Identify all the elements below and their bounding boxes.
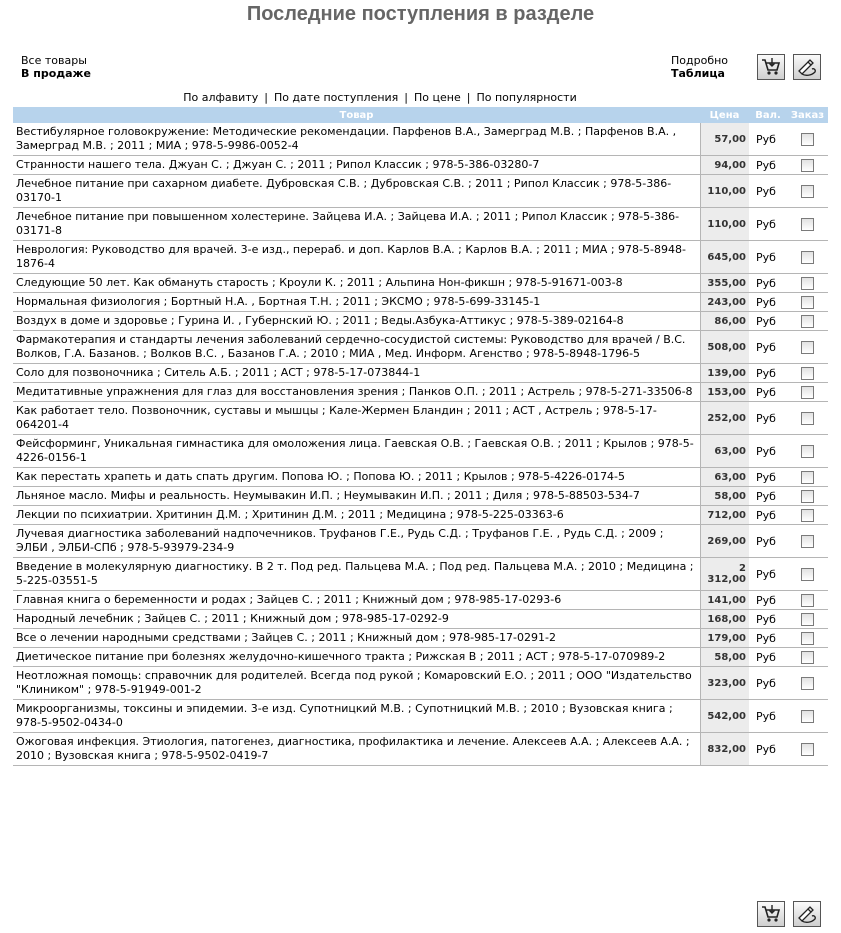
order-checkbox[interactable] — [801, 445, 814, 458]
order-cell — [787, 364, 828, 383]
item-title[interactable]: Введение в молекулярную диагностику. В 2 т. Под ред. Пальцева М.А. ; Под ред. Пальцева М.А. ; 2010 ; Медицина ; 5-225-03551-5 — [13, 558, 700, 591]
order-form-button-top[interactable] — [793, 54, 821, 80]
order-cell — [787, 175, 828, 208]
item-price: 832,00 — [700, 733, 749, 766]
item-price: 63,00 — [700, 435, 749, 468]
item-price: 153,00 — [700, 383, 749, 402]
item-price: 355,00 — [700, 274, 749, 293]
order-checkbox[interactable] — [801, 632, 814, 645]
order-checkbox[interactable] — [801, 743, 814, 756]
order-cell — [787, 156, 828, 175]
order-cell — [787, 208, 828, 241]
item-title[interactable]: Неврология: Руководство для врачей. 3-е изд., перераб. и доп. Карлов В.А. ; Карлов В.А. ; 2011 ; МИА ; 978-5-8948-1876-4 — [13, 241, 700, 274]
table-row — [13, 274, 828, 293]
item-price: 141,00 — [700, 591, 749, 610]
item-price: 2 312,00 — [700, 558, 749, 591]
item-currency: Руб — [749, 208, 787, 241]
item-title[interactable]: Неотложная помощь: справочник для родителей. Всегда под рукой ; Комаровский Е.О. ; 2011 ; ООО "Издательство "Клиником" ; 978-5-91949-001-2 — [13, 667, 700, 700]
order-cell — [787, 648, 828, 667]
table-view-label: Таблица — [671, 67, 725, 80]
item-price: 712,00 — [700, 506, 749, 525]
page-title: Последние поступления в разделе — [246, 3, 595, 25]
order-checkbox[interactable] — [801, 386, 814, 399]
table-header-row — [13, 107, 828, 123]
order-checkbox[interactable] — [801, 490, 814, 503]
order-cell — [787, 700, 828, 733]
item-price: 168,00 — [700, 610, 749, 629]
table-row — [13, 525, 828, 558]
order-checkbox[interactable] — [801, 159, 814, 172]
item-currency: Руб — [749, 667, 787, 700]
item-price: 58,00 — [700, 648, 749, 667]
item-title[interactable]: Народный лечебник ; Зайцев С. ; 2011 ; Книжный дом ; 978-985-17-0292-9 — [13, 610, 700, 629]
view-switch — [671, 54, 728, 80]
order-checkbox[interactable] — [801, 471, 814, 484]
table-body — [13, 123, 828, 766]
order-checkbox[interactable] — [801, 185, 814, 198]
order-checkbox[interactable] — [801, 613, 814, 626]
order-checkbox[interactable] — [801, 677, 814, 690]
table-row — [13, 435, 828, 468]
order-cell — [787, 667, 828, 700]
item-price: 542,00 — [700, 700, 749, 733]
order-cell — [787, 331, 828, 364]
table-row — [13, 506, 828, 525]
detailed-view-link[interactable]: Подробно — [671, 54, 729, 67]
header-order: Заказ — [787, 107, 828, 123]
cart-icon — [760, 904, 782, 924]
item-title[interactable]: Лечебное питание при повышенном холестерине. Зайцева И.А. ; Зайцева И.А. ; 2011 ; Рипол Классик ; 978-5-386-03171-8 — [13, 208, 700, 241]
table-row — [13, 402, 828, 435]
item-price: 179,00 — [700, 629, 749, 648]
item-currency: Руб — [749, 558, 787, 591]
sort-bar — [0, 91, 760, 104]
add-to-cart-button-bottom[interactable] — [757, 901, 785, 927]
item-price: 110,00 — [700, 208, 749, 241]
order-cell — [787, 402, 828, 435]
table-row — [13, 156, 828, 175]
item-price: 269,00 — [700, 525, 749, 558]
table-row — [13, 733, 828, 766]
sort-date-link[interactable]: По дате поступления — [273, 91, 399, 104]
item-title[interactable]: Вестибулярное головокружение: Методические рекомендации. Парфенов В.А., Замерград М.В. ; Парфенов В.А. , Замерград М.В. ; 2011 ; МИА ; 978-5-9986-0052-4 — [13, 123, 700, 156]
order-checkbox[interactable] — [801, 296, 814, 309]
item-currency: Руб — [749, 364, 787, 383]
item-title[interactable]: Фейсформинг, Уникальная гимнастика для омоложения лица. Гаевская О.В. ; Гаевская О.В. ; 2011 ; Крылов ; 978-5-4226-0156-1 — [13, 435, 700, 468]
item-currency: Руб — [749, 435, 787, 468]
item-title[interactable]: Лекции по психиатрии. Хритинин Д.М. ; Хритинин Д.М. ; 2011 ; Медицина ; 978-5-225-03363-6 — [13, 506, 700, 525]
item-currency: Руб — [749, 402, 787, 435]
item-title[interactable]: Главная книга о беременности и родах ; Зайцев С. ; 2011 ; Книжный дом ; 978-985-17-0293-6 — [13, 591, 700, 610]
order-cell — [787, 610, 828, 629]
table-row — [13, 312, 828, 331]
table-row — [13, 364, 828, 383]
table-row — [13, 331, 828, 364]
item-price: 508,00 — [700, 331, 749, 364]
item-title[interactable]: Диетическое питание при болезнях желудочно-кишечного тракта ; Рижская В ; 2011 ; АСТ ; 978-5-17-070989-2 — [13, 648, 700, 667]
item-currency: Руб — [749, 610, 787, 629]
sort-price-link[interactable]: По цене — [414, 91, 461, 104]
table-row — [13, 610, 828, 629]
order-checkbox[interactable] — [801, 568, 814, 581]
item-currency: Руб — [749, 156, 787, 175]
item-price: 63,00 — [700, 468, 749, 487]
item-currency: Руб — [749, 123, 787, 156]
item-title[interactable]: Фармакотерапия и стандарты лечения заболеваний сердечно-сосудистой системы: Руководство для врачей / В.С. Волков, Г.А. Базанов. ; Волков В.С. , Базанов Г.А. ; 2010 ; МИА , Мед. Информ. Агенство ; 978-5-8948-1796-5 — [13, 331, 700, 364]
table-row — [13, 208, 828, 241]
hand-write-icon — [796, 57, 818, 77]
order-cell — [787, 123, 828, 156]
item-title[interactable]: Нормальная физиология ; Бортный Н.А. , Бортная Т.Н. ; 2011 ; ЭКСМО ; 978-5-699-33145-1 — [13, 293, 700, 312]
order-cell — [787, 468, 828, 487]
order-cell — [787, 293, 828, 312]
item-currency: Руб — [749, 487, 787, 506]
item-title[interactable]: Как работает тело. Позвоночник, суставы и мышцы ; Кале-Жермен Бландин ; 2011 ; АСТ , Астрель ; 978-5-17-064201-4 — [13, 402, 700, 435]
item-title[interactable]: Странности нашего тела. Джуан С. ; Джуан С. ; 2011 ; Рипол Классик ; 978-5-386-03280-7 — [13, 156, 700, 175]
order-checkbox[interactable] — [801, 251, 814, 264]
item-price: 645,00 — [700, 241, 749, 274]
table-row — [13, 241, 828, 274]
item-title[interactable]: Следующие 50 лет. Как обмануть старость ; Кроули К. ; 2011 ; Альпина Нон-фикшн ; 978-5-91671-003-8 — [13, 274, 700, 293]
order-checkbox[interactable] — [801, 710, 814, 723]
order-checkbox[interactable] — [801, 367, 814, 380]
order-cell — [787, 558, 828, 591]
item-title[interactable]: Ожоговая инфекция. Этиология, патогенез, диагностика, профилактика и лечение. Алексеев А.А. ; Алексеев А.А. ; 2010 ; Вузовская книга ; 978-5-9502-0419-7 — [13, 733, 700, 766]
table-row — [13, 700, 828, 733]
order-cell — [787, 591, 828, 610]
order-checkbox[interactable] — [801, 594, 814, 607]
order-checkbox[interactable] — [801, 133, 814, 146]
order-checkbox[interactable] — [801, 218, 814, 231]
order-cell — [787, 525, 828, 558]
table-row — [13, 487, 828, 506]
item-currency: Руб — [749, 700, 787, 733]
table-row — [13, 123, 828, 156]
item-price: 58,00 — [700, 487, 749, 506]
products-table-wrap — [13, 107, 828, 766]
table-row — [13, 468, 828, 487]
item-title[interactable]: Как перестать храпеть и дать спать другим. Попова Ю. ; Попова Ю. ; 2011 ; Крылов ; 978-5-4226-0174-5 — [13, 468, 700, 487]
sort-popularity-link[interactable]: По популярности — [476, 91, 577, 104]
item-title[interactable]: Медитативные упражнения для глаз для восстановления зрения ; Панков О.П. ; 2011 ; Астрель ; 978-5-271-33506-8 — [13, 383, 700, 402]
item-title[interactable]: Лечебное питание при сахарном диабете. Дубровская С.В. ; Дубровская С.В. ; 2011 ; Рипол Классик ; 978-5-386-03170-1 — [13, 175, 700, 208]
item-currency: Руб — [749, 468, 787, 487]
all-goods-link[interactable]: Все товары — [21, 54, 87, 67]
item-price: 139,00 — [700, 364, 749, 383]
order-checkbox[interactable] — [801, 535, 814, 548]
item-price: 57,00 — [700, 123, 749, 156]
header-currency: Вал. — [749, 107, 787, 123]
item-currency: Руб — [749, 629, 787, 648]
item-title[interactable]: Микроорганизмы, токсины и эпидемии. 3-е изд. Супотницкий М.В. ; Супотницкий М.В. ; 2010 ; Вузовская книга ; 978-5-9502-0434-0 — [13, 700, 700, 733]
order-cell — [787, 487, 828, 506]
table-row — [13, 629, 828, 648]
order-checkbox[interactable] — [801, 509, 814, 522]
table-row — [13, 175, 828, 208]
item-currency: Руб — [749, 383, 787, 402]
hand-write-icon — [796, 904, 818, 924]
order-cell — [787, 629, 828, 648]
order-checkbox[interactable] — [801, 651, 814, 664]
item-title[interactable]: Лучевая диагностика заболеваний надпочечников. Труфанов Г.Е., Рудь С.Д. ; Труфанов Г.Е. , Рудь С.Д. ; 2009 ; ЭЛБИ , ЭЛБИ-СПб ; 978-5-93979-234-9 — [13, 525, 700, 558]
stock-filter — [21, 54, 91, 80]
cart-icon — [760, 57, 782, 77]
order-checkbox[interactable] — [801, 412, 814, 425]
table-row — [13, 383, 828, 402]
item-title[interactable]: Льняное масло. Мифы и реальность. Неумывакин И.П. ; Неумывакин И.П. ; 2011 ; Диля ; 978-5-88503-534-7 — [13, 487, 700, 506]
order-checkbox[interactable] — [801, 315, 814, 328]
order-cell — [787, 383, 828, 402]
sort-separator: | — [466, 91, 471, 104]
order-form-button-bottom[interactable] — [793, 901, 821, 927]
add-to-cart-button-top[interactable] — [757, 54, 785, 80]
item-price: 110,00 — [700, 175, 749, 208]
header-item[interactable]: Товар — [13, 107, 700, 123]
table-row — [13, 293, 828, 312]
item-price: 86,00 — [700, 312, 749, 331]
order-cell — [787, 241, 828, 274]
item-currency: Руб — [749, 312, 787, 331]
item-currency: Руб — [749, 733, 787, 766]
item-price: 94,00 — [700, 156, 749, 175]
sort-separator: | — [264, 91, 268, 104]
item-price: 323,00 — [700, 667, 749, 700]
item-title[interactable]: Все о лечении народными средствами ; Зайцев С. ; 2011 ; Книжный дом ; 978-985-17-0291-2 — [13, 629, 700, 648]
order-cell — [787, 506, 828, 525]
on-sale-label: В продаже — [21, 67, 91, 80]
sort-alpha-link[interactable]: По алфавиту — [183, 91, 259, 104]
item-currency: Руб — [749, 293, 787, 312]
products-table — [13, 107, 828, 766]
item-title[interactable]: Воздух в доме и здоровье ; Гурина И. , Губернский Ю. ; 2011 ; Веды.Азбука-Аттикус ; 978-5-389-02164-8 — [13, 312, 700, 331]
item-currency: Руб — [749, 274, 787, 293]
item-currency: Руб — [749, 506, 787, 525]
table-row — [13, 667, 828, 700]
item-title[interactable]: Соло для позвоночника ; Ситель А.Б. ; 2011 ; АСТ ; 978-5-17-073844-1 — [13, 364, 700, 383]
header-price[interactable]: Цена — [700, 107, 749, 123]
table-row — [13, 591, 828, 610]
order-cell — [787, 733, 828, 766]
table-row — [13, 558, 828, 591]
item-price: 252,00 — [700, 402, 749, 435]
item-currency: Руб — [749, 525, 787, 558]
item-currency: Руб — [749, 648, 787, 667]
item-currency: Руб — [749, 331, 787, 364]
order-cell — [787, 274, 828, 293]
item-price: 243,00 — [700, 293, 749, 312]
order-cell — [787, 312, 828, 331]
item-currency: Руб — [749, 241, 787, 274]
table-row — [13, 648, 828, 667]
item-currency: Руб — [749, 175, 787, 208]
sort-separator: | — [404, 91, 409, 104]
order-checkbox[interactable] — [801, 341, 814, 354]
order-checkbox[interactable] — [801, 277, 814, 290]
item-currency: Руб — [749, 591, 787, 610]
order-cell — [787, 435, 828, 468]
